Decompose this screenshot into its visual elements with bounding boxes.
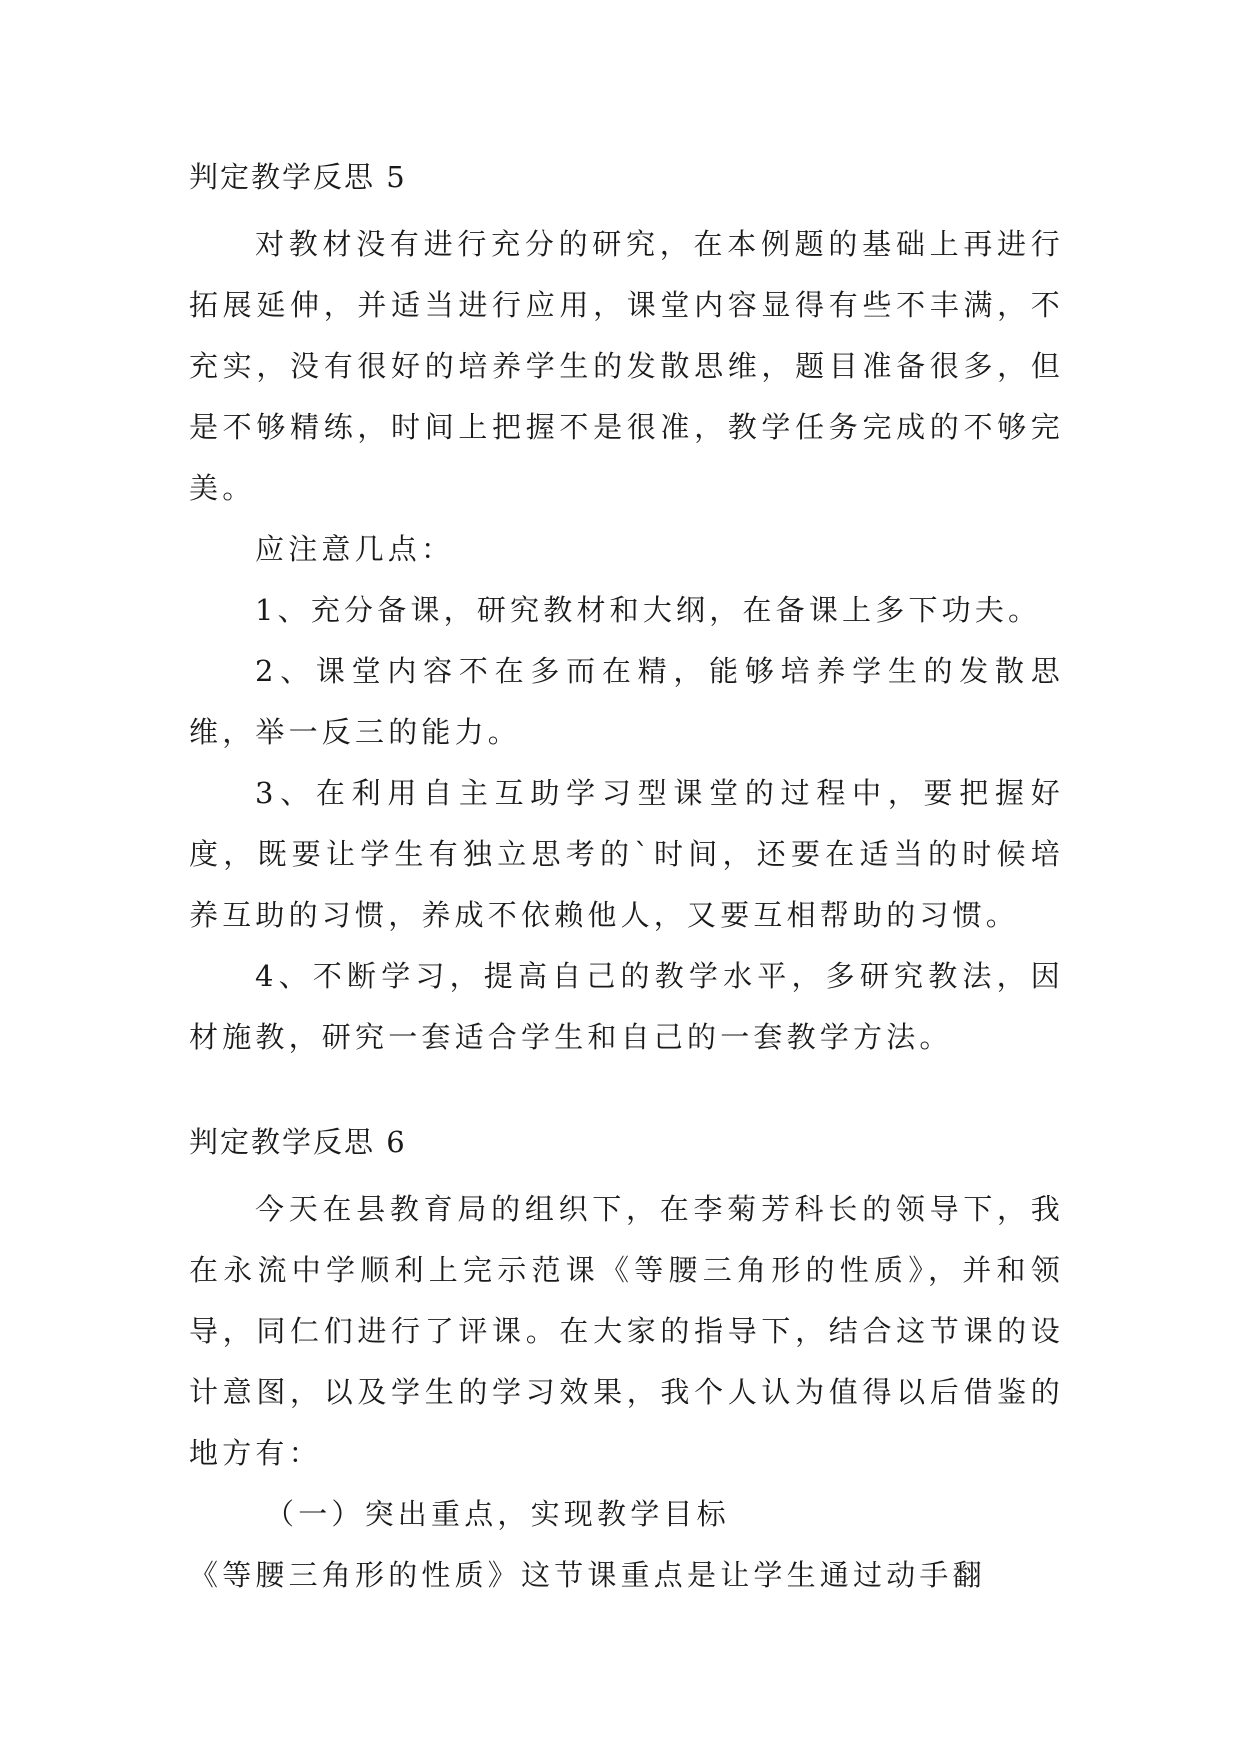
list-item: 2、课堂内容不在多而在精，能够培养学生的发散思维，举一反三的能力。 [189, 654, 1064, 749]
list-item: 3、在利用自主互助学习型课堂的过程中，要把握好度，既要让学生有独立思考的`时间，还要在适当的时候培养互助的习惯，养成不依赖他人，又要互相帮助的习惯。 [189, 776, 1064, 932]
subheading: （一）突出重点，实现教学目标 [265, 1497, 730, 1531]
list-item: 1、充分备课，研究教材和大纲，在备课上多下功夫。 [255, 593, 1042, 627]
paragraph: 应注意几点： [255, 532, 455, 566]
paragraph: 对教材没有进行充分的研究，在本例题的基础上再进行拓展延伸，并适当进行应用，课堂内容显得有些不丰满，不充实，没有很好的培养学生的发散思维，题目准备很多，但是不够精练，时间上把握不是很准，教学任务完成的不够完美。 [189, 227, 1064, 505]
document-body [189, 158, 1064, 1606]
section-title-6: 判定教学反思 6 [189, 1125, 407, 1159]
list-item: 4、不断学习，提高自己的教学水平，多研究教法，因材施教，研究一套适合学生和自己的一套教学方法。 [189, 959, 1064, 1054]
paragraph: 今天在县教育局的组织下，在李菊芳科长的领导下，我在永流中学顺利上完示范课《等腰三角形的性质》，并和领导，同仁们进行了评课。在大家的指导下，结合这节课的设计意图，以及学生的学习效果，我个人认为值得以后借鉴的地方有： [189, 1192, 1064, 1470]
paragraph: 《等腰三角形的性质》这节课重点是让学生通过动手翻 [189, 1558, 986, 1592]
section-title-5: 判定教学反思 5 [189, 160, 407, 194]
section-spacer [189, 1068, 1064, 1123]
